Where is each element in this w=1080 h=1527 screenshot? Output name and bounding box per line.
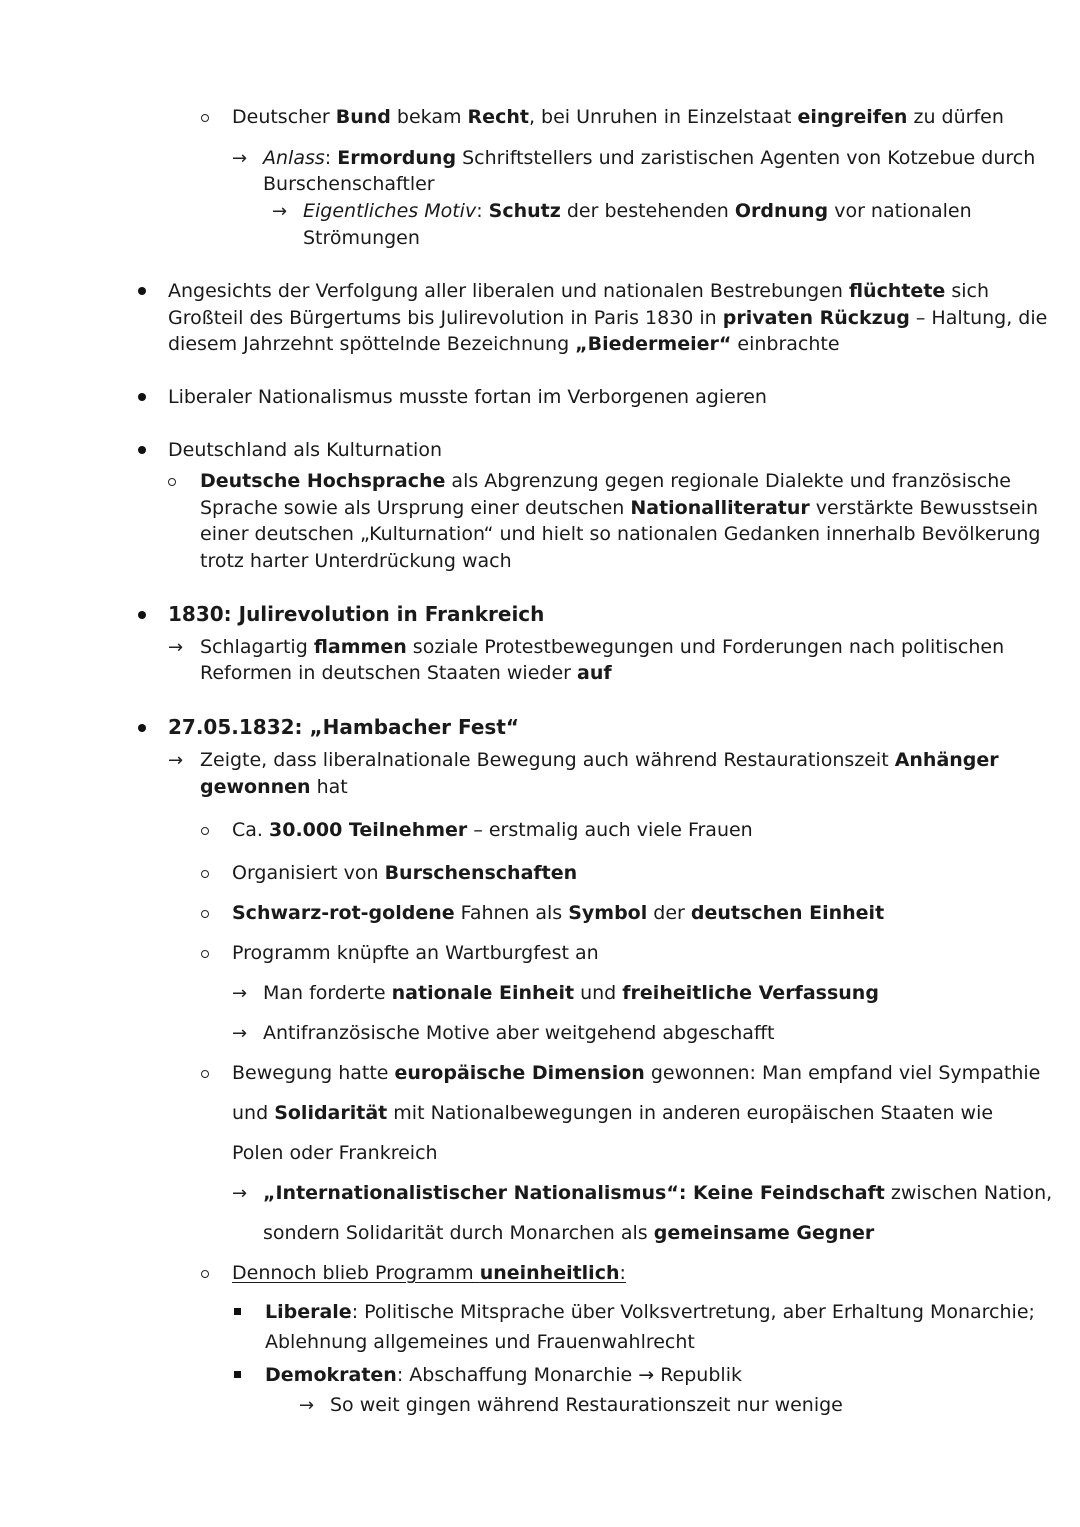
text-line: trotz harter Unterdrückung wach <box>200 550 512 572</box>
text-line: gewonnen hat <box>200 776 348 798</box>
text-line: „Internationalistischer Nationalismus“: Keine Feindschaft zwischen Nation, <box>263 1182 1053 1204</box>
text-line: Schlagartig flammen soziale Protestbewegungen und Forderungen nach politischen <box>200 636 1005 658</box>
bullet-dot-icon <box>138 611 146 619</box>
arrow-icon: → <box>232 983 248 1004</box>
text-line: Großteil des Bürgertums bis Julirevolution in Paris 1830 in privaten Rückzug – Haltung, die <box>168 307 1048 329</box>
section-heading: 27.05.1832: „Hambacher Fest“ <box>168 715 520 739</box>
text-line: Dennoch blieb Programm uneinheitlich: <box>232 1262 626 1284</box>
text-line: sondern Solidarität durch Monarchen als gemeinsame Gegner <box>263 1222 875 1244</box>
text-line: Polen oder Frankreich <box>232 1142 438 1164</box>
circle-bullet-icon <box>201 950 209 958</box>
text-line: Ablehnung allgemeines und Frauenwahlrecht <box>265 1331 695 1353</box>
circle-bullet-icon <box>201 910 209 918</box>
text-line: Eigentliches Motiv: Schutz der bestehenden Ordnung vor nationalen <box>303 200 972 222</box>
text-line: Man forderte nationale Einheit und freiheitliche Verfassung <box>263 982 879 1004</box>
text-line: So weit gingen während Restaurationszeit nur wenige <box>330 1394 843 1416</box>
circle-bullet-icon <box>201 1270 209 1278</box>
text-line: Angesichts der Verfolgung aller liberalen und nationalen Bestrebungen flüchtete sich <box>168 280 990 302</box>
text-line: Deutscher Bund bekam Recht, bei Unruhen in Einzelstaat eingreifen zu dürfen <box>232 106 1004 128</box>
text-line: diesem Jahrzehnt spöttelnde Bezeichnung „Biedermeier“ einbrachte <box>168 333 840 355</box>
text-line: Ca. 30.000 Teilnehmer – erstmalig auch viele Frauen <box>232 819 753 841</box>
text-line: Antifranzösische Motive aber weitgehend abgeschafft <box>263 1022 775 1044</box>
square-bullet-icon <box>234 1308 241 1315</box>
arrow-icon: → <box>232 1023 248 1044</box>
text-line: Burschenschaftler <box>263 173 435 195</box>
arrow-icon: → <box>299 1395 315 1416</box>
bullet-dot-icon <box>138 393 146 401</box>
circle-bullet-icon <box>201 827 209 835</box>
arrow-icon: → <box>168 750 184 771</box>
text-line: Organisiert von Burschenschaften <box>232 862 578 884</box>
text-line: Reformen in deutschen Staaten wieder auf <box>200 662 612 684</box>
circle-bullet-icon <box>201 114 209 122</box>
text-line: Liberale: Politische Mitsprache über Volksvertretung, aber Erhaltung Monarchie; <box>265 1301 1035 1323</box>
square-bullet-icon <box>234 1371 241 1378</box>
circle-bullet-icon <box>201 1070 209 1078</box>
text-line: Programm knüpfte an Wartburgfest an <box>232 942 599 964</box>
text-line: Demokraten: Abschaffung Monarchie → Republik <box>265 1364 742 1386</box>
bullet-dot-icon <box>138 724 146 732</box>
text-line: und Solidarität mit Nationalbewegungen in anderen europäischen Staaten wie <box>232 1102 994 1124</box>
arrow-icon: → <box>272 201 288 222</box>
text-line: Bewegung hatte europäische Dimension gewonnen: Man empfand viel Sympathie <box>232 1062 1041 1084</box>
text-line: Deutsche Hochsprache als Abgrenzung gegen regionale Dialekte und französische <box>200 470 1011 492</box>
text-line: Liberaler Nationalismus musste fortan im Verborgenen agieren <box>168 386 767 408</box>
text-line: einer deutschen „Kulturnation“ und hielt so nationalen Gedanken innerhalb Bevölkerung <box>200 523 1041 545</box>
text-line: Anlass: Ermordung Schriftstellers und zaristischen Agenten von Kotzebue durch <box>263 147 1036 169</box>
arrow-icon: → <box>168 637 184 658</box>
text-line: Zeigte, dass liberalnationale Bewegung auch während Restaurationszeit Anhänger <box>200 749 999 771</box>
bullet-dot-icon <box>138 446 146 454</box>
circle-bullet-icon <box>201 870 209 878</box>
bullet-dot-icon <box>138 287 146 295</box>
section-heading: 1830: Julirevolution in Frankreich <box>168 602 545 626</box>
text-line: Schwarz-rot-goldene Fahnen als Symbol der deutschen Einheit <box>232 902 885 924</box>
circle-bullet-icon <box>168 478 176 486</box>
text-line: Strömungen <box>303 227 420 249</box>
arrow-icon: → <box>232 1183 248 1204</box>
text-line: Sprache sowie als Ursprung einer deutschen Nationalliteratur verstärkte Bewusstsein <box>200 497 1038 519</box>
arrow-icon: → <box>232 148 248 169</box>
text-line: Deutschland als Kulturnation <box>168 439 443 461</box>
